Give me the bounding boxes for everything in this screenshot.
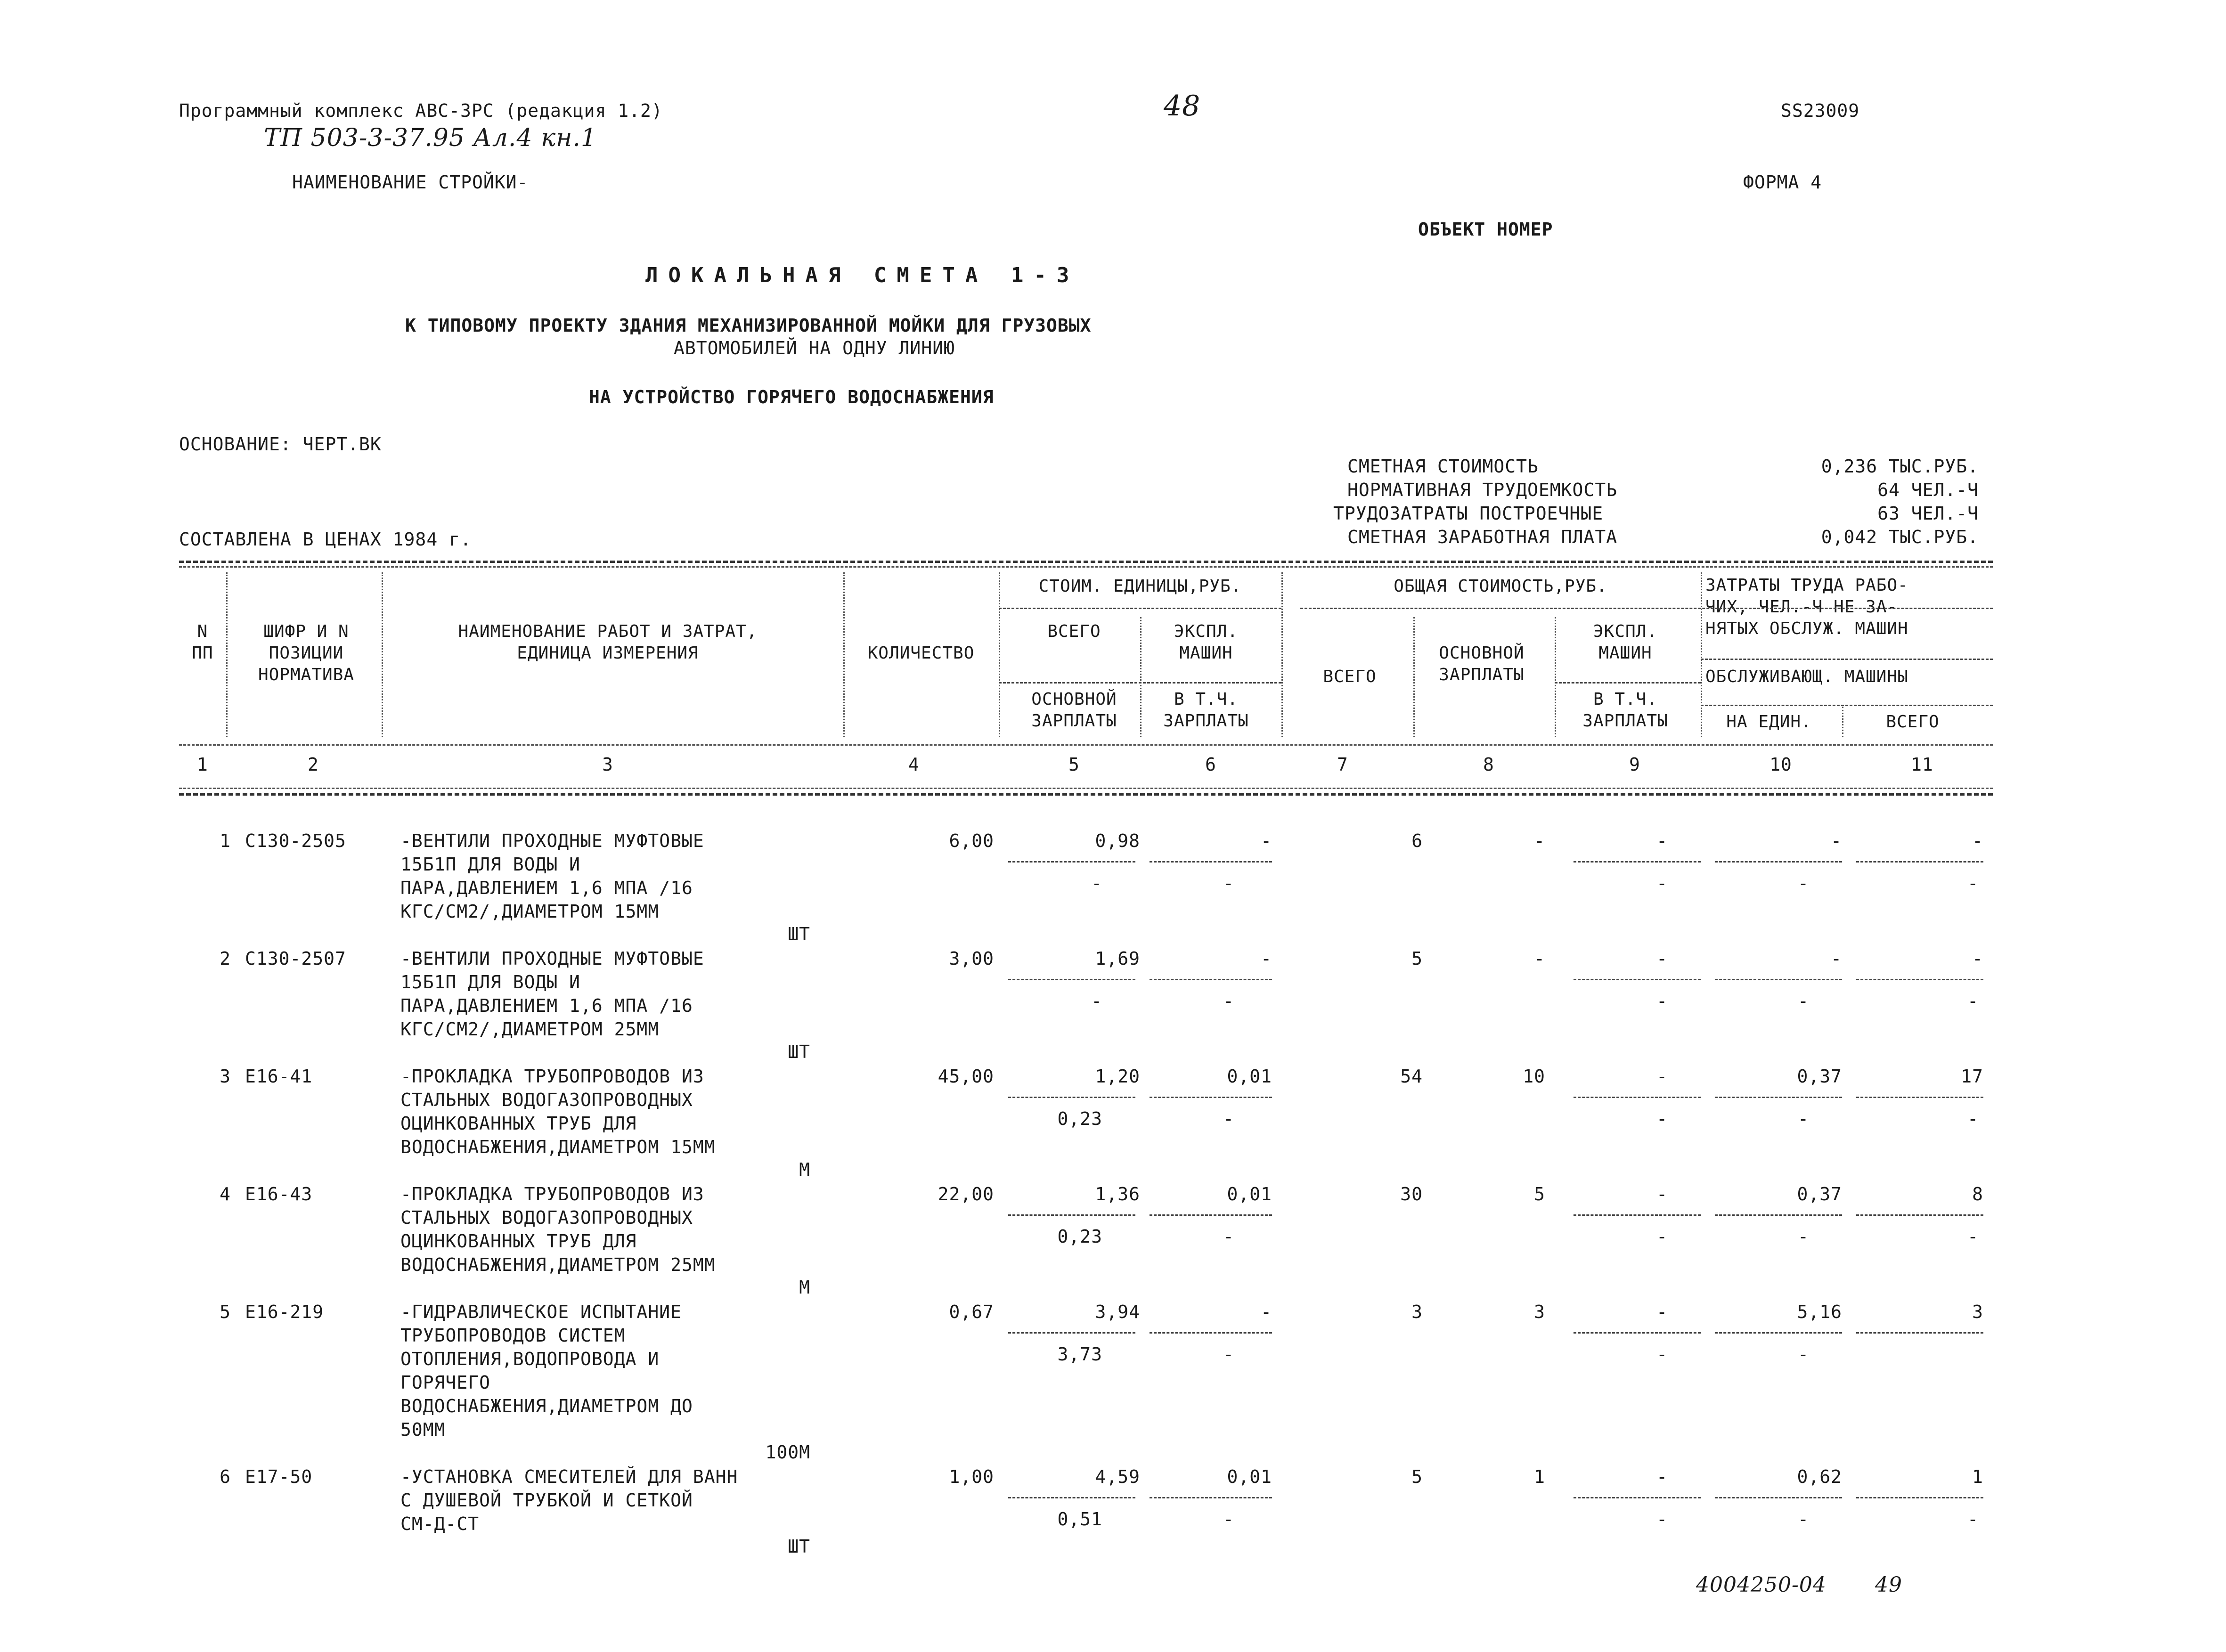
header-code: ШИФР И N ПОЗИЦИИ НОРМАТИВА [258, 622, 355, 684]
row-fraction-line [1574, 1332, 1701, 1334]
header-subrule [1300, 608, 1993, 609]
row-total-mach-wage: - [1656, 1226, 1668, 1247]
row-labor-total: 17 [1961, 1066, 1983, 1087]
row-quantity: 6,00 [949, 830, 994, 851]
row-total-wage: - [1534, 830, 1545, 851]
row-total-wage: 5 [1534, 1184, 1545, 1204]
row-unit-mach-wage: - [1223, 873, 1234, 894]
row-unit-wage: - [1091, 873, 1102, 894]
summary-value: 0,042 ТЫС.РУБ. [1821, 527, 1979, 547]
row-total-all: 3 [1411, 1302, 1423, 1322]
row-total-all: 6 [1411, 830, 1423, 851]
row-fraction-line [1008, 1214, 1135, 1216]
row-labor-per-unit-mach: - [1798, 1226, 1809, 1247]
row-total-wage: - [1534, 948, 1545, 969]
header-unit-cost-group: СТОИМ. ЕДИНИЦЫ,РУБ. [1038, 577, 1242, 596]
column-number: 3 [602, 754, 613, 775]
column-separator [843, 572, 845, 737]
row-total-mach: - [1656, 830, 1668, 851]
header-labor-group: ЗАТРАТЫ ТРУДА РАБО- ЧИХ, ЧЕЛ.-Ч НЕ ЗА- НЯТЫХ ОБСЛУЖ. МАШИН [1705, 576, 1908, 638]
summary-label: ТРУДОЗАТРАТЫ ПОСТРОЕЧНЫЕ [1333, 503, 1604, 524]
column-number: 1 [197, 754, 208, 775]
summary-label: СМЕТНАЯ СТОИМОСТЬ [1347, 456, 1539, 477]
header-name: НАИМЕНОВАНИЕ РАБОТ И ЗАТРАТ, ЕДИНИЦА ИЗМЕРЕНИЯ [458, 622, 758, 663]
row-total-mach: - [1656, 1466, 1668, 1487]
row-quantity: 45,00 [938, 1066, 994, 1087]
table-top-rule [179, 561, 1993, 563]
row-labor-total-mach: - [1967, 873, 1979, 894]
row-quantity: 1,00 [949, 1466, 994, 1487]
header-total-wage: ОСНОВНОЙ ЗАРПЛАТЫ [1439, 643, 1525, 684]
header-subrule [1701, 705, 1993, 706]
title-line-2: АВТОМОБИЛЕЙ НА ОДНУ ЛИНИЮ [674, 338, 955, 358]
column-separator [1140, 617, 1142, 737]
row-labor-per-unit: 0,37 [1797, 1184, 1842, 1204]
row-number: 3 [220, 1066, 231, 1087]
row-labor-per-unit: 0,37 [1797, 1066, 1842, 1087]
row-total-all: 5 [1411, 1466, 1423, 1487]
row-total-mach: - [1656, 948, 1668, 969]
column-separator [226, 572, 228, 737]
row-unit-mach: 0,01 [1227, 1466, 1272, 1487]
row-quantity: 3,00 [949, 948, 994, 969]
row-total-all: 5 [1411, 948, 1423, 969]
sheet-number: 49 [1875, 1573, 1902, 1597]
row-total-mach-wage: - [1656, 991, 1668, 1011]
header-num: N ПП [192, 622, 213, 663]
row-fraction-line [1574, 979, 1701, 980]
row-fraction-line [1150, 1497, 1272, 1498]
summary-value: 64 ЧЕЛ.-Ч [1877, 480, 1979, 500]
row-fraction-line [1574, 861, 1701, 863]
header-total-group: ОБЩАЯ СТОИМОСТЬ,РУБ. [1394, 577, 1607, 596]
row-fraction-line [1008, 1332, 1135, 1334]
summary-label: СМЕТНАЯ ЗАРАБОТНАЯ ПЛАТА [1347, 527, 1618, 547]
row-fraction-line [1150, 1332, 1272, 1334]
row-fraction-line [1008, 979, 1135, 980]
row-fraction-line [1150, 861, 1272, 863]
column-number: 6 [1205, 754, 1216, 775]
row-fraction-line [1856, 861, 1983, 863]
column-separator [382, 572, 383, 737]
column-number: 8 [1483, 754, 1494, 775]
row-total-mach-wage: - [1656, 1108, 1668, 1129]
row-fraction-line [1574, 1214, 1701, 1216]
row-labor-total-mach: - [1967, 991, 1979, 1011]
row-labor-per-unit-mach: - [1798, 873, 1809, 894]
header-subrule [1555, 682, 1701, 684]
row-fraction-line [1008, 1097, 1135, 1098]
column-number: 4 [908, 754, 920, 775]
page-number: 48 [1164, 90, 1201, 122]
column-separator [1701, 572, 1702, 737]
row-unit-total: 0,98 [1095, 830, 1140, 851]
row-unit-total: 1,36 [1095, 1184, 1140, 1204]
row-name: -УСТАНОВКА СМЕСИТЕЛЕЙ ДЛЯ ВАНН С ДУШЕВОЙ ТРУБКОЙ И СЕТКОЙ СМ-Д-СТ [400, 1466, 738, 1534]
row-total-mach-wage: - [1656, 873, 1668, 894]
row-name: -ГИДРАВЛИЧЕСКОЕ ИСПЫТАНИЕ ТРУБОПРОВОДОВ СИСТЕМ ОТОПЛЕНИЯ,ВОДОПРОВОДА И ГОРЯЧЕГО ВОДОСНАБЖЕНИЯ,ДИАМЕТРОМ ДО 50ММ [400, 1302, 693, 1440]
column-number: 10 [1769, 754, 1792, 775]
row-labor-total: 8 [1972, 1184, 1983, 1204]
row-name: -ВЕНТИЛИ ПРОХОДНЫЕ МУФТОВЫЕ 15Б1П ДЛЯ ВОДЫ И ПАРА,ДАВЛЕНИЕМ 1,6 МПА /16 КГС/СМ2/,ДИАМЕТРОМ 25ММ [400, 948, 704, 1040]
row-unit-wage: 0,51 [1057, 1509, 1102, 1530]
row-labor-total-mach: - [1967, 1226, 1979, 1247]
construction-label: НАИМЕНОВАНИЕ СТРОЙКИ- [292, 172, 529, 193]
column-number: 9 [1629, 754, 1640, 775]
row-number: 2 [220, 948, 231, 969]
header-quantity: КОЛИЧЕСТВО [867, 643, 975, 663]
row-quantity: 22,00 [938, 1184, 994, 1204]
row-code: Е16-219 [245, 1302, 324, 1322]
row-unit-total: 1,69 [1095, 948, 1140, 969]
row-unit-wage: - [1091, 991, 1102, 1011]
row-total-mach: - [1656, 1066, 1668, 1087]
row-labor-total-mach: - [1967, 1509, 1979, 1530]
row-number: 5 [220, 1302, 231, 1322]
row-fraction-line [1715, 1214, 1842, 1216]
row-number: 6 [220, 1466, 231, 1487]
row-total-wage: 3 [1534, 1302, 1545, 1322]
row-unit: ШТ [788, 924, 810, 944]
row-unit-wage: 3,73 [1057, 1344, 1102, 1365]
row-labor-per-unit-mach: - [1798, 1108, 1809, 1129]
row-fraction-line [1150, 1097, 1272, 1098]
header-subrule [999, 608, 1281, 609]
row-unit-wage: 0,23 [1057, 1226, 1102, 1247]
row-code: Е16-41 [245, 1066, 313, 1087]
row-labor-total-mach: - [1967, 1108, 1979, 1129]
software-name: Программный комплекс АВС-3РС (редакция 1.2) [179, 100, 663, 121]
row-labor-total: - [1972, 948, 1983, 969]
row-labor-per-unit-mach: - [1798, 1509, 1809, 1530]
row-total-mach-wage: - [1656, 1509, 1668, 1530]
row-fraction-line [1574, 1097, 1701, 1098]
row-fraction-line [1715, 1332, 1842, 1334]
row-number: 4 [220, 1184, 231, 1204]
row-fraction-line [1856, 979, 1983, 980]
row-total-mach: - [1656, 1184, 1668, 1204]
row-unit-mach-wage: - [1223, 1108, 1234, 1129]
table-top-rule [179, 566, 1993, 568]
column-separator [1281, 572, 1283, 737]
row-code: Е17-50 [245, 1466, 313, 1487]
header-total-all: ВСЕГО [1323, 667, 1377, 686]
row-fraction-line [1856, 1497, 1983, 1498]
row-unit-mach: - [1261, 1302, 1272, 1322]
row-fraction-line [1715, 979, 1842, 980]
row-unit-mach: 0,01 [1227, 1066, 1272, 1087]
document-id: ЅЅ23009 [1781, 100, 1860, 121]
header-unit-wage: ОСНОВНОЙ ЗАРПЛАТЫ [1031, 690, 1117, 731]
summary-label: НОРМАТИВНАЯ ТРУДОЕМКОСТЬ [1347, 480, 1618, 500]
header-subrule [1701, 659, 1993, 660]
handwritten-footer: 4004250-04 [1696, 1573, 1826, 1597]
header-labor-total: ВСЕГО [1886, 712, 1940, 732]
row-fraction-line [1715, 1497, 1842, 1498]
row-labor-per-unit: 0,62 [1797, 1466, 1842, 1487]
row-fraction-line [1150, 1214, 1272, 1216]
column-separator [1413, 617, 1415, 737]
column-number-rule [179, 793, 1993, 796]
row-labor-per-unit-mach: - [1798, 991, 1809, 1011]
row-unit: ШТ [788, 1536, 810, 1557]
row-total-mach-wage: - [1656, 1344, 1668, 1365]
row-unit: М [799, 1159, 810, 1180]
row-fraction-line [1574, 1497, 1701, 1498]
row-name: -ВЕНТИЛИ ПРОХОДНЫЕ МУФТОВЫЕ 15Б1П ДЛЯ ВОДЫ И ПАРА,ДАВЛЕНИЕМ 1,6 МПА /16 КГС/СМ2/,ДИАМЕТРОМ 15ММ [400, 830, 704, 922]
row-unit-total: 4,59 [1095, 1466, 1140, 1487]
row-quantity: 0,67 [949, 1302, 994, 1322]
row-code: Е16-43 [245, 1184, 313, 1204]
row-name: -ПРОКЛАДКА ТРУБОПРОВОДОВ ИЗ СТАЛЬНЫХ ВОДОГАЗОПРОВОДНЫХ ОЦИНКОВАННЫХ ТРУБ ДЛЯ ВОДОСНАБЖЕНИЯ,ДИАМЕТРОМ 15ММ [400, 1066, 716, 1157]
row-code: С130-2505 [245, 830, 346, 851]
row-unit-mach-wage: - [1223, 991, 1234, 1011]
row-total-wage: 1 [1534, 1466, 1545, 1487]
estimate-subject: НА УСТРОЙСТВО ГОРЯЧЕГО ВОДОСНАБЖЕНИЯ [589, 387, 994, 407]
row-fraction-line [1856, 1214, 1983, 1216]
row-total-mach: - [1656, 1302, 1668, 1322]
column-number-rule [179, 788, 1993, 789]
row-labor-total: 3 [1972, 1302, 1983, 1322]
row-fraction-line [1150, 979, 1272, 980]
estimate-title: ЛОКАЛЬНАЯ СМЕТА 1-3 [645, 263, 1080, 287]
row-fraction-line [1856, 1332, 1983, 1334]
row-total-all: 30 [1400, 1184, 1423, 1204]
row-unit-wage: 0,23 [1057, 1108, 1102, 1129]
row-unit-mach-wage: - [1223, 1344, 1234, 1365]
header-total-mach: ЭКСПЛ. МАШИН [1593, 622, 1658, 663]
title-line-1: К ТИПОВОМУ ПРОЕКТУ ЗДАНИЯ МЕХАНИЗИРОВАННОЙ МОЙКИ ДЛЯ ГРУЗОВЫХ [405, 315, 1092, 336]
row-fraction-line [1715, 861, 1842, 863]
row-number: 1 [220, 830, 231, 851]
summary-value: 0,236 ТЫС.РУБ. [1821, 456, 1979, 477]
form-label: ФОРМА 4 [1743, 172, 1822, 193]
row-unit-total: 3,94 [1095, 1302, 1140, 1322]
column-number: 11 [1911, 754, 1933, 775]
row-unit: М [799, 1277, 810, 1298]
row-unit-total: 1,20 [1095, 1066, 1140, 1087]
column-separator [999, 572, 1000, 737]
row-fraction-line [1715, 1097, 1842, 1098]
column-separator [1555, 617, 1556, 737]
row-unit: 100М [765, 1442, 810, 1463]
row-name: -ПРОКЛАДКА ТРУБОПРОВОДОВ ИЗ СТАЛЬНЫХ ВОДОГАЗОПРОВОДНЫХ ОЦИНКОВАННЫХ ТРУБ ДЛЯ ВОДОСНАБЖЕНИЯ,ДИАМЕТРОМ 25ММ [400, 1184, 716, 1275]
row-total-wage: 10 [1523, 1066, 1545, 1087]
row-code: С130-2507 [245, 948, 346, 969]
header-unit-total: ВСЕГО [1047, 622, 1101, 641]
row-total-all: 54 [1400, 1066, 1423, 1087]
row-fraction-line [1008, 861, 1135, 863]
column-number: 5 [1068, 754, 1080, 775]
row-labor-per-unit: - [1831, 830, 1842, 851]
header-bottom-rule [179, 744, 1993, 746]
header-unit-mach: ЭКСПЛ. МАШИН [1174, 622, 1239, 663]
row-unit-mach: - [1261, 830, 1272, 851]
row-unit: ШТ [788, 1042, 810, 1062]
row-labor-per-unit: 5,16 [1797, 1302, 1842, 1322]
row-labor-total: 1 [1972, 1466, 1983, 1487]
header-labor-mach: ОБСЛУЖИВАЮЩ. МАШИНЫ [1705, 667, 1908, 686]
header-unit-mach-wage: В Т.Ч. ЗАРПЛАТЫ [1163, 690, 1249, 731]
column-number: 7 [1337, 754, 1348, 775]
header-subrule [999, 682, 1281, 684]
handwritten-project-code: ТП 503-3-37.95 Ал.4 кн.1 [264, 124, 597, 152]
row-unit-mach-wage: - [1223, 1226, 1234, 1247]
row-fraction-line [1008, 1497, 1135, 1498]
row-unit-mach: - [1261, 948, 1272, 969]
row-fraction-line [1856, 1097, 1983, 1098]
row-unit-mach-wage: - [1223, 1509, 1234, 1530]
row-labor-per-unit-mach: - [1798, 1344, 1809, 1365]
price-level: СОСТАВЛЕНА В ЦЕНАХ 1984 г. [179, 529, 472, 550]
row-labor-total: - [1972, 830, 1983, 851]
header-total-mach-wage: В Т.Ч. ЗАРПЛАТЫ [1582, 690, 1668, 731]
header-labor-per-unit: НА ЕДИН. [1726, 712, 1812, 732]
row-labor-per-unit: - [1831, 948, 1842, 969]
column-number: 2 [308, 754, 319, 775]
object-label: ОБЪЕКТ НОМЕР [1418, 219, 1553, 240]
basis: ОСНОВАНИЕ: ЧЕРТ.ВК [179, 434, 382, 455]
column-separator [1842, 707, 1843, 737]
summary-value: 63 ЧЕЛ.-Ч [1877, 503, 1979, 524]
row-unit-mach: 0,01 [1227, 1184, 1272, 1204]
